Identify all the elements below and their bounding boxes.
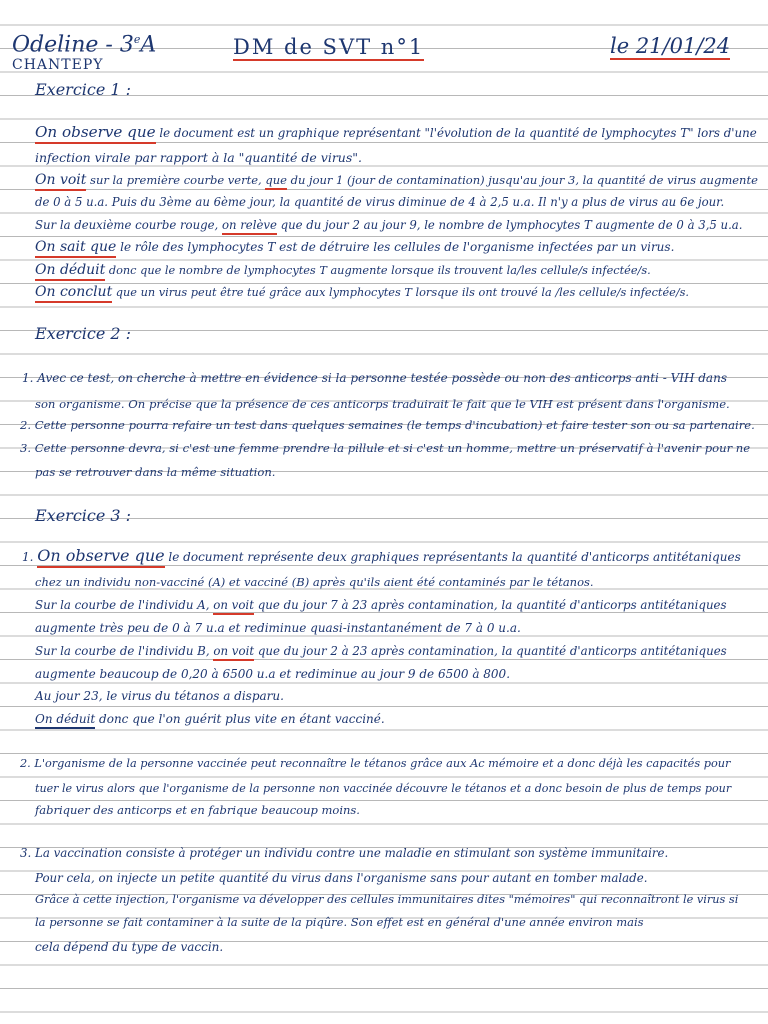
exercise-3-line xyxy=(35,941,223,953)
exercise-1-line xyxy=(35,125,757,140)
line-text: 1. xyxy=(22,550,38,564)
document-date: le 21/01/24 xyxy=(610,34,731,58)
exercise-2-line xyxy=(35,467,276,479)
connector-phrase: on voit xyxy=(213,644,254,661)
line-text: de 0 à 5 u.a. Puis du 3ème au 6ème jour, la quantité de virus diminue de 4 à 2,5 u.a. Il n'y a plus de virus au 6e jour. xyxy=(35,195,725,209)
exercise-3-line xyxy=(35,668,510,680)
exercise-1-line xyxy=(35,220,742,232)
class-superscript: e xyxy=(133,33,141,46)
line-text: que du jour 2 au jour 9, le nombre de lymphocytes T augmente de 0 à 3,5 u.a. xyxy=(276,218,743,232)
connector-phrase: on relève xyxy=(222,218,277,235)
exercise-2-line xyxy=(20,443,750,455)
line-text: Sur la courbe de l'individu A, xyxy=(35,598,214,612)
exercise-3-line xyxy=(35,805,360,817)
exercise-2-line xyxy=(22,372,727,384)
line-text: fabriquer des anticorps et en fabrique beaucoup moins. xyxy=(35,803,360,817)
class-letter: A xyxy=(140,32,157,58)
student-name-line xyxy=(12,34,156,56)
student-name: Odeline - 3 xyxy=(12,32,134,58)
line-text: 1. Avec ce test, on cherche à mettre en évidence si la personne testée possède ou non des anticorps anti - VIH dans xyxy=(22,371,727,385)
line-text: le document représente deux graphiques représentants la quantité d'anticorps antitétaniques xyxy=(164,550,741,564)
line-text: son organisme. On précise que la présence de ces anticorps traduirait le fait que le VIH est présent dans l'organisme. xyxy=(35,397,730,411)
line-text: Pour cela, on injecte un petite quantité du virus dans l'organisme sans pour autant en tomber malade. xyxy=(35,871,648,885)
exercise-3-line xyxy=(20,848,668,860)
exercise-3-line xyxy=(35,600,727,612)
line-text: le rôle des lymphocytes T est de détruire les cellules de l'organisme infectées par un virus. xyxy=(116,240,675,254)
line-text: Sur la deuxième courbe rouge, xyxy=(35,218,222,232)
exercise-3-line xyxy=(35,783,731,794)
exercise-3-line xyxy=(35,713,385,725)
line-text: le document est un graphique représentant "l'évolution de la quantité de lymphocytes T" lors d'une xyxy=(155,126,757,140)
connector-phrase: On observe que xyxy=(35,123,156,144)
line-text: 2. Cette personne pourra refaire un test dans quelques semaines (le temps d'incubation) et faire tester son ou sa partenaire. xyxy=(20,418,755,432)
line-text: que du jour 7 à 23 après contamination, la quantité d'anticorps antitétaniques xyxy=(253,598,727,612)
line-text: Au jour 23, le virus du tétanos a disparu. xyxy=(35,689,284,703)
connector-phrase: On observe que xyxy=(37,546,164,568)
line-text: sur la première courbe verte, xyxy=(86,173,266,187)
connector-phrase: On déduit xyxy=(35,712,95,729)
exercise-1-line xyxy=(35,240,674,254)
exercise-2-title: Exercice 2 : xyxy=(35,324,132,343)
exercise-3-line xyxy=(35,873,647,885)
line-text: que du jour 2 à 23 après contamination, la quantité d'anticorps antitétaniques xyxy=(254,644,727,658)
exercise-2-line xyxy=(20,420,755,432)
exercise-1-title: Exercice 1 : xyxy=(35,80,132,99)
exercise-1-line xyxy=(35,173,758,187)
exercise-3-line xyxy=(35,894,738,905)
line-text: tuer le virus alors que l'organisme de la personne non vaccinée découvre le tétanos et a donc besoin de plus de temps pour xyxy=(35,782,732,795)
line-text: Sur la courbe de l'individu B, xyxy=(35,644,214,658)
exercise-3-line xyxy=(35,646,727,658)
line-text: cela dépend du type de vaccin. xyxy=(35,940,224,954)
connector-phrase: On voit xyxy=(35,172,86,191)
connector-phrase: On déduit xyxy=(35,262,105,281)
line-text: du jour 1 (jour de contamination) jusqu'au jour 3, la quantité de virus augmente xyxy=(286,173,758,187)
exercise-3-line xyxy=(35,917,644,929)
line-text: 3. Cette personne devra, si c'est une femme prendre la pillule et si c'est un homme, mettre un préservatif à l'avenir pour ne xyxy=(20,441,751,455)
exercise-3-line xyxy=(20,758,730,769)
line-text: pas se retrouver dans la même situation. xyxy=(35,465,276,479)
connector-phrase: On conclut xyxy=(35,284,112,303)
exercise-1-line xyxy=(35,197,724,209)
line-text: donc que l'on guérit plus vite en étant vacciné. xyxy=(95,712,385,726)
exercise-2-line xyxy=(35,399,730,411)
exercise-3-line xyxy=(35,690,284,702)
line-text: 2. L'organisme de la personne vaccinée peut reconnaître le tétanos grâce aux Ac mémoire et a donc déjà les capacités pour xyxy=(20,757,731,770)
student-surname: CHANTEPY xyxy=(12,57,104,73)
line-text: la personne se fait contaminer à la suite de la piqûre. Son effet est en général d'une année environ mais xyxy=(35,915,644,929)
line-text: que un virus peut être tué grâce aux lymphocytes T lorsque ils ont trouvé la /les cellule/s infectée/s. xyxy=(112,286,690,299)
exercise-1-line xyxy=(35,152,362,165)
document-title: DM de SVT n°1 xyxy=(233,35,425,59)
line-text: augmente beaucoup de 0,20 à 6500 u.a et rediminue au jour 9 de 6500 à 800. xyxy=(35,667,511,681)
exercise-1-line xyxy=(35,263,651,277)
connector-phrase: On sait que xyxy=(35,239,116,258)
exercise-3-line xyxy=(35,622,521,634)
line-text: augmente très peu de 0 à 7 u.a et rediminue quasi-instantanément de 7 à 0 u.a. xyxy=(35,621,521,635)
line-text: infection virale par rapport à la "quantité de virus". xyxy=(35,150,362,165)
line-text: donc que le nombre de lymphocytes T augmente lorsque ils trouvent la/les cellule/s infectée/s. xyxy=(105,264,651,277)
line-text: Grâce à cette injection, l'organisme va développer des cellules immunitaires dites "mémoires" qui reconnaîtront le virus si xyxy=(35,893,739,906)
exercise-3-line xyxy=(35,577,594,589)
exercise-3-line xyxy=(22,548,741,564)
exercise-1-line xyxy=(35,285,689,299)
connector-phrase: on voit xyxy=(213,598,254,615)
line-text: 3. La vaccination consiste à protéger un individu contre une maladie en stimulant son système immunitaire. xyxy=(20,846,669,860)
line-text: chez un individu non-vacciné (A) et vacciné (B) après qu'ils aient été contaminés par le tétanos. xyxy=(35,575,594,589)
exercise-3-title: Exercice 3 : xyxy=(35,506,132,525)
connector-phrase: que xyxy=(265,173,287,190)
